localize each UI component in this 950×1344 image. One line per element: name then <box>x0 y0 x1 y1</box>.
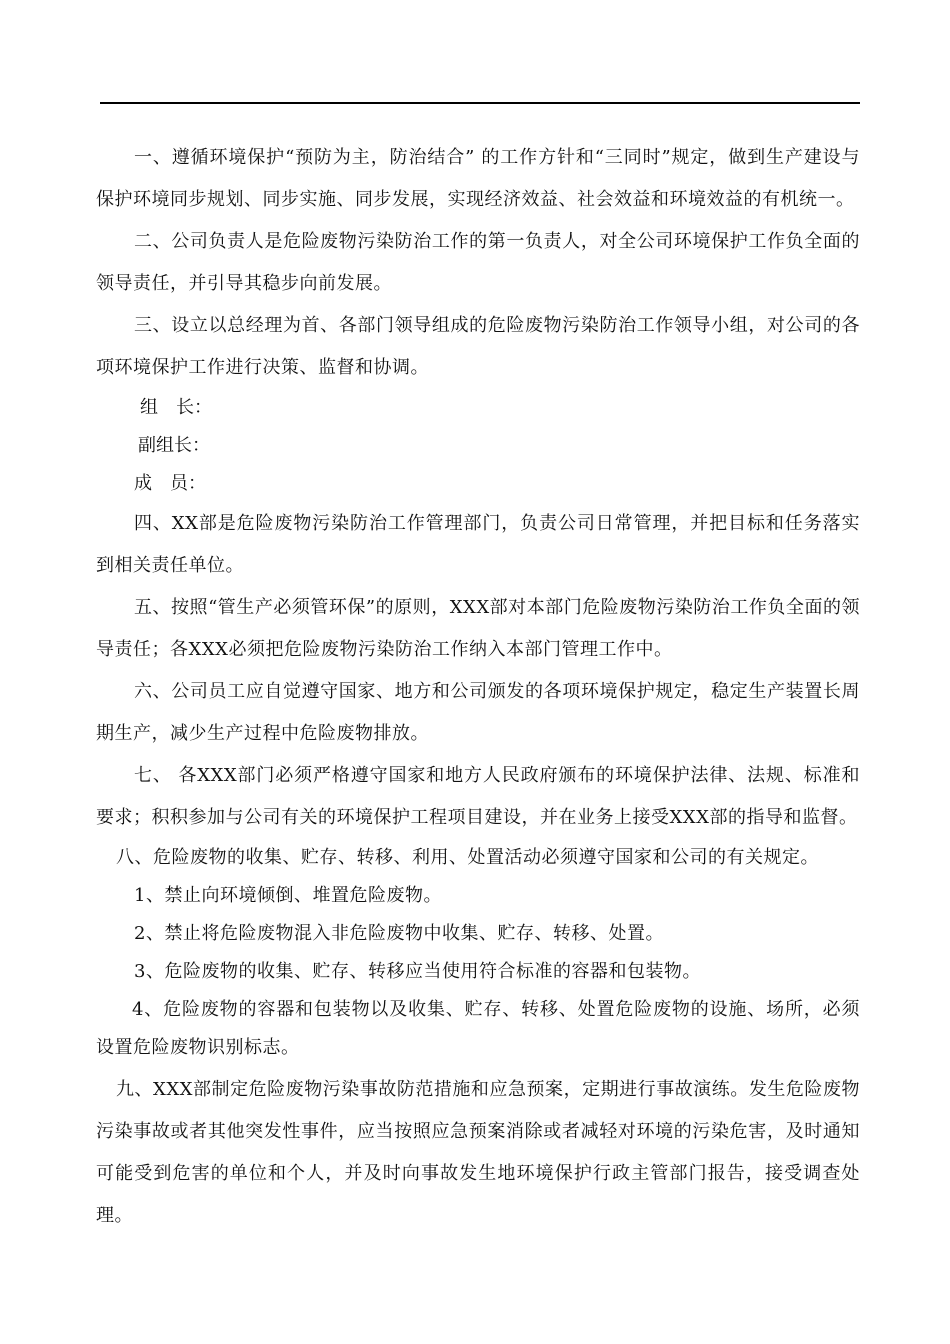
document-body <box>96 137 860 1237</box>
list-item-1: 1、禁止向环境倾倒、堆置危险废物。 <box>134 885 442 906</box>
paragraph-5: 五、按照“管生产必须管环保”的原则，XXX部对本部门危险废物污染防治工作负全面的领导责任；各XXX必须把危险废物污染防治工作纳入本部门管理工作中。 <box>96 597 860 660</box>
paragraph-4: 四、XX部是危险废物污染防治工作管理部门，负责公司日常管理，并把目标和任务落实到相关责任单位。 <box>96 513 860 576</box>
list-item-2: 2、禁止将危险废物混入非危险废物中收集、贮存、转移、处置。 <box>134 923 664 944</box>
list-item-3: 3、危险废物的收集、贮存、转移应当使用符合标准的容器和包装物。 <box>134 961 701 982</box>
paragraph-7: 七、 各XXX部门必须严格遵守国家和地方人民政府颁布的环境保护法律、法规、标准和要求；积积参加与公司有关的环境保护工程项目建设，并在业务上接受XXX部的指导和监督。 <box>96 765 860 828</box>
paragraph-6: 六、公司员工应自觉遵守国家、地方和公司颁发的各项环境保护规定，稳定生产装置长周期生产，减少生产过程中危险废物排放。 <box>96 681 860 744</box>
paragraph-2: 二、公司负责人是危险废物污染防治工作的第一负责人，对全公司环境保护工作负全面的领导责任，并引导其稳步向前发展。 <box>96 231 860 294</box>
role-group-leader: 组 长： <box>140 397 212 418</box>
paragraph-3: 三、设立以总经理为首、各部门领导组成的危险废物污染防治工作领导小组，对公司的各项环境保护工作进行决策、监督和协调。 <box>96 315 860 378</box>
role-deputy-leader: 副组长： <box>138 435 210 456</box>
paragraph-8: 八、危险废物的收集、贮存、转移、利用、处置活动必须遵守国家和公司的有关规定。 <box>116 847 819 868</box>
paragraph-1: 一、遵循环境保护“预防为主，防治结合” 的工作方针和“三同时”规定，做到生产建设与保护环境同步规划、同步实施、同步发展，实现经济效益、社会效益和环境效益的有机统一。 <box>96 147 860 210</box>
paragraph-9: 九、XXX部制定危险废物污染事故防范措施和应急预案，定期进行事故演练。发生危险废物污染事故或者其他突发性事件，应当按照应急预案消除或者减轻对环境的污染危害，及时通知可能受到危害的单位和个人，并及时向事故发生地环境保护行政主管部门报告，接受调查处理。 <box>96 1079 860 1226</box>
list-item-4: 4、危险废物的容器和包装物以及收集、贮存、转移、处置危险废物的设施、场所，必须设置危险废物识别标志。 <box>96 999 860 1058</box>
header-rule <box>100 102 860 104</box>
role-members: 成 员： <box>134 473 206 494</box>
